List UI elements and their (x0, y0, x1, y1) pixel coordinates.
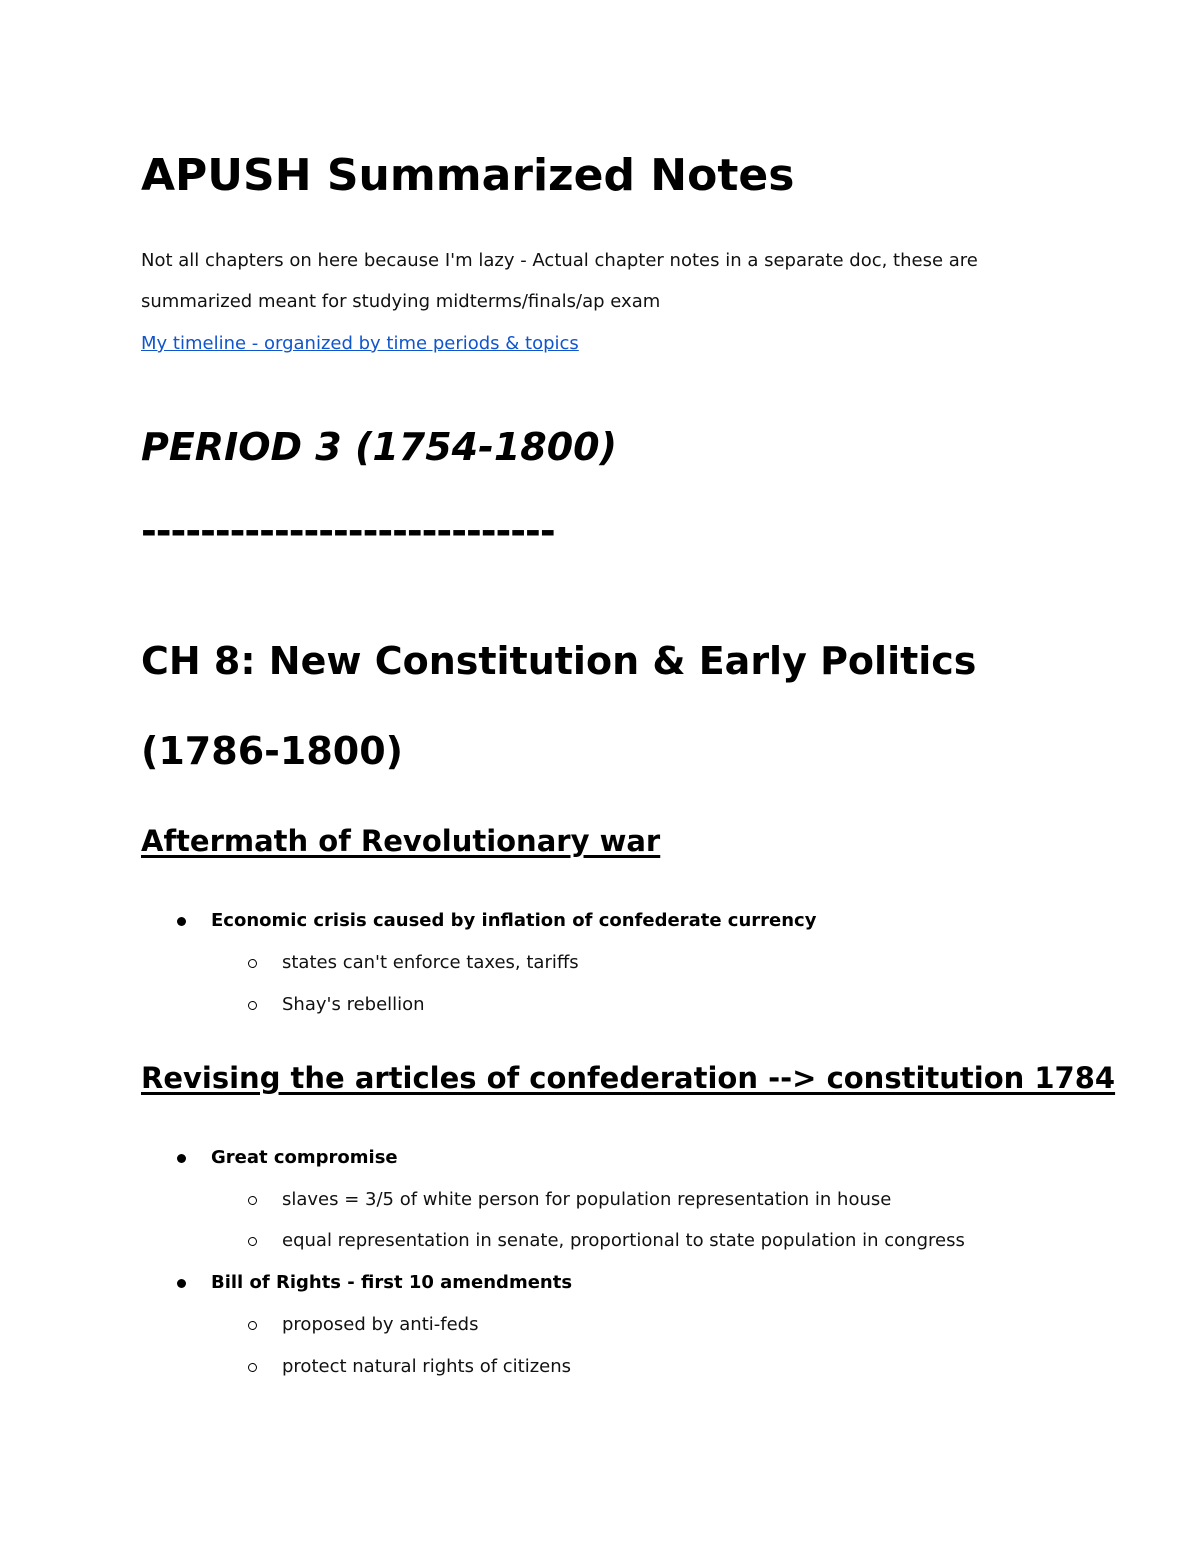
list-item: Great compromise (211, 1147, 398, 1168)
chapter-title-years: (1786-1800) (141, 729, 404, 773)
sub-list-item: Shay's rebellion (282, 994, 425, 1015)
sub-list-item: equal representation in senate, proportional to state population in congress (282, 1230, 965, 1251)
circle-bullet-icon (248, 1363, 257, 1372)
chapter-title: CH 8: New Constitution & Early Politics (141, 639, 977, 683)
sub-list-item: states can't enforce taxes, tariffs (282, 952, 579, 973)
sub-list-item: proposed by anti-feds (282, 1314, 479, 1335)
circle-bullet-icon (248, 959, 257, 968)
dashed-divider: ---------------------------- (141, 509, 555, 553)
bullet-icon (177, 917, 186, 926)
circle-bullet-icon (248, 1196, 257, 1205)
list-item: Bill of Rights - first 10 amendments (211, 1272, 573, 1293)
sub-list-item: protect natural rights of citizens (282, 1356, 572, 1377)
circle-bullet-icon (248, 1321, 257, 1330)
list-item: Economic crisis caused by inflation of confederate currency (211, 910, 817, 931)
section-heading-aftermath: Aftermath of Revolutionary war (141, 824, 661, 858)
sub-list-item: slaves = 3/5 of white person for population representation in house (282, 1189, 892, 1210)
intro-text-line-1: Not all chapters on here because I'm lazy - Actual chapter notes in a separate doc, these are (141, 250, 978, 271)
section-heading-revising-articles: Revising the articles of confederation --> constitution 1784 (141, 1061, 1116, 1095)
bullet-icon (177, 1279, 186, 1288)
circle-bullet-icon (248, 1001, 257, 1010)
bullet-icon (177, 1154, 186, 1163)
circle-bullet-icon (248, 1237, 257, 1246)
document-title: APUSH Summarized Notes (141, 150, 795, 201)
intro-text-line-2: summarized meant for studying midterms/finals/ap exam (141, 291, 661, 312)
period-title: PERIOD 3 (1754-1800) (141, 425, 617, 469)
timeline-link[interactable]: My timeline - organized by time periods & topics (141, 333, 579, 354)
